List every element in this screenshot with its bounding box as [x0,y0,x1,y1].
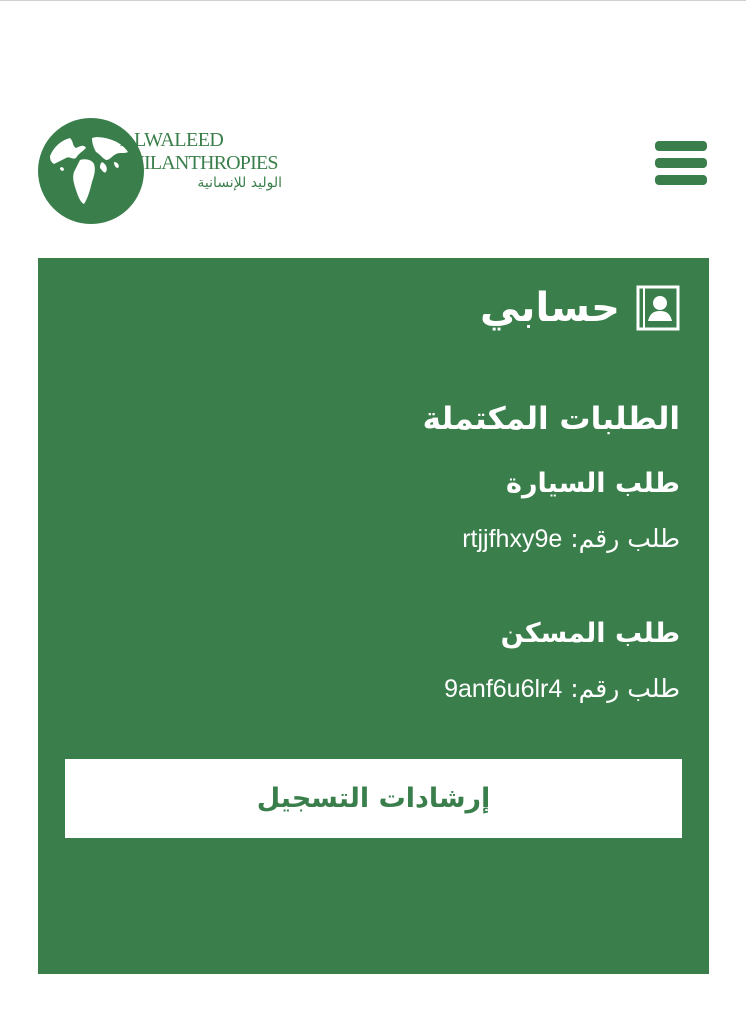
top-divider [0,0,746,1]
request-number-value: rtjjfhxy9e [462,525,563,553]
hamburger-menu-icon[interactable] [655,141,708,187]
menu-bar [655,141,707,151]
request-title-car: طلب السيارة [506,468,680,499]
account-title: حسابي [479,285,620,331]
menu-bar [655,158,707,168]
request-number-label: طلب رقم: [570,674,680,703]
registration-guide-button[interactable]: إرشادات التسجيل [65,759,682,838]
request-number-label: طلب رقم: [570,524,680,553]
completed-requests-heading: الطلبات المكتملة [422,401,680,437]
logo-text-line2: PHILANTHROPIES [120,152,278,174]
user-profile-icon [636,285,680,331]
logo-wordmark [120,130,282,190]
logo-text-arabic: الوليد للإنسانية [197,175,282,191]
alwaleed-logo[interactable] [36,116,296,228]
menu-bar [655,175,707,185]
request-title-housing: طلب المسكن [500,618,680,649]
account-header [480,280,680,336]
request-number-value: 9anf6u6lr4 [444,675,563,703]
logo-text-line1: ALWALEED [120,129,224,151]
request-number-car [462,526,680,552]
account-panel [38,258,709,974]
request-number-housing [444,676,680,702]
